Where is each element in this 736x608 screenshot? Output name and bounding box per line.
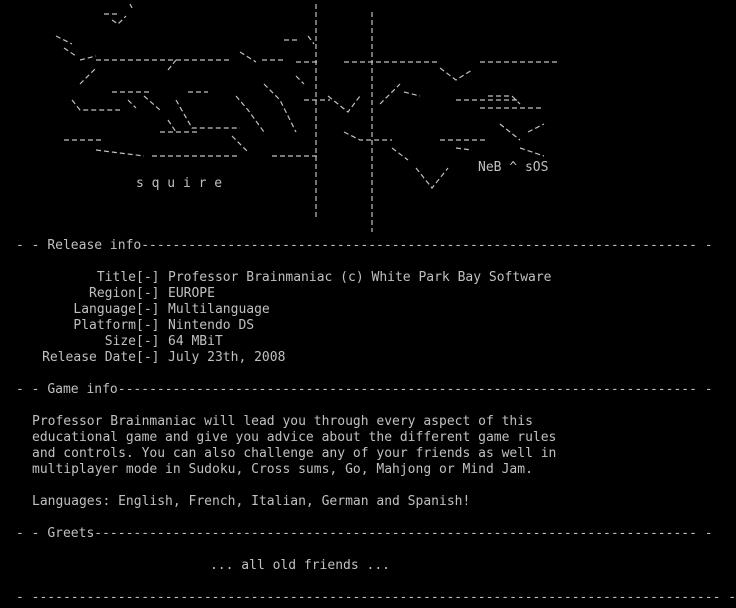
logo-signature: NeB ^ sOS: [478, 160, 549, 175]
info-separator: [-]: [136, 334, 160, 349]
info-label: Platform: [73, 318, 136, 333]
rule-dashes: -------------------------------------------------------------------------- -: [117, 382, 713, 397]
footer-rule: [16, 590, 736, 606]
greets-rule: [16, 526, 713, 542]
info-row-language: [0, 302, 640, 318]
greets-text: ... all old friends ...: [209, 558, 390, 573]
description-line: educational game and give you advice about the different game rules: [32, 430, 557, 445]
rule-prefix: - -: [16, 238, 48, 253]
info-separator: [-]: [136, 302, 160, 317]
rule-dashes: ----------------------------------------------------------------------------- -: [94, 526, 713, 541]
logo-artwork: [0, 0, 640, 240]
rule-prefix: - -: [16, 382, 48, 397]
info-label: Release Date: [42, 350, 136, 365]
info-row-release-date: [0, 350, 640, 366]
info-separator: [-]: [136, 286, 160, 301]
info-separator: [-]: [136, 270, 160, 285]
description-line: and controls. You can also challenge any of your friends as well in: [32, 446, 557, 461]
game-info-description: [32, 414, 612, 478]
game-info-rule: [16, 382, 713, 398]
info-row-region: [0, 286, 640, 302]
info-row-size: [0, 334, 640, 350]
ascii-logo: [0, 0, 640, 240]
info-label: Size: [104, 334, 136, 349]
rule-prefix: - -: [16, 526, 48, 541]
logo-tagline: s q u i r e: [136, 176, 223, 191]
greets-heading: Greets: [47, 526, 95, 541]
info-value: July 23th, 2008: [168, 350, 286, 365]
rule-dashes: - ---------------------------------------------------------------------------------------- -: [16, 590, 736, 605]
game-info-heading: Game info: [47, 382, 118, 397]
info-row-platform: [0, 318, 640, 334]
game-languages: Languages: English, French, Italian, German and Spanish!: [32, 494, 471, 509]
description-line: multiplayer mode in Sudoku, Cross sums, Go, Mahjong or Mind Jam.: [32, 462, 533, 477]
info-separator: [-]: [136, 350, 160, 365]
info-value: Multilanguage: [168, 302, 270, 317]
description-line: Professor Brainmaniac will lead you through every aspect of this: [32, 414, 533, 429]
info-label: Language: [73, 302, 136, 317]
info-label: Title: [96, 270, 136, 285]
info-row-title: [0, 270, 640, 286]
info-value: Nintendo DS: [168, 318, 255, 333]
info-value: Professor Brainmaniac (c) White Park Bay Software: [168, 270, 552, 285]
info-label: Region: [89, 286, 136, 301]
info-value: EUROPE: [168, 286, 215, 301]
info-separator: [-]: [136, 318, 160, 333]
release-info-heading: Release info: [47, 238, 142, 253]
release-info-rule: [16, 238, 713, 254]
info-value: 64 MBiT: [168, 334, 223, 349]
rule-dashes: ----------------------------------------------------------------------- -: [141, 238, 713, 253]
